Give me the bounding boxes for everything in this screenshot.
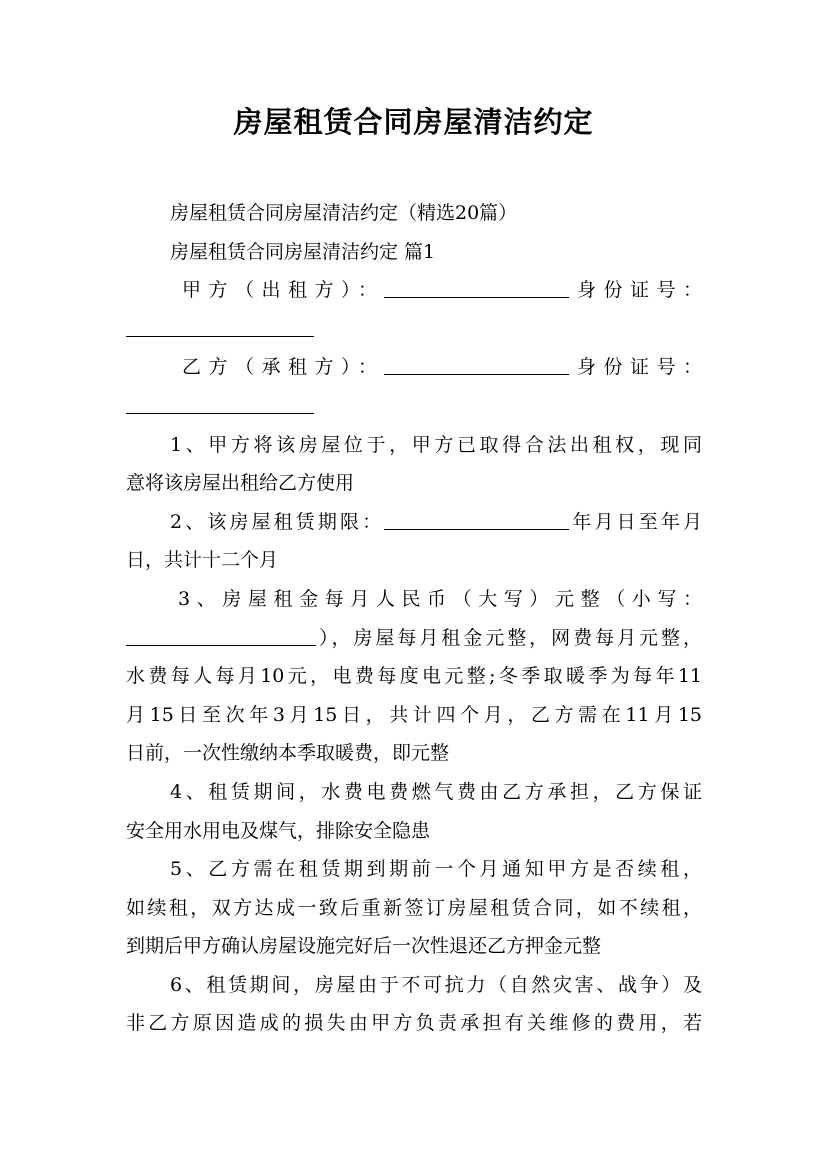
clause-1-line-1: 1、甲方将该房屋位于，甲方已取得合法出租权，现同 [170, 433, 702, 456]
clause-2-suffix: 年月日至年月 [569, 510, 702, 533]
party-b-label: 乙方（承租方）： [182, 356, 385, 379]
document-subtitle: 房屋租赁合同房屋清洁约定（精选20篇） [170, 202, 518, 224]
party-b-line [126, 348, 702, 387]
party-a-id-label: 身份证号： [569, 279, 702, 302]
clause-3-line-5: 日前，一次性缴纳本季取暖费，即元整 [126, 742, 450, 765]
rent-lowercase-blank [126, 626, 316, 646]
clause-6-line-1: 6、租赁期间，房屋由于不可抗力（自然灾害、战争）及 [170, 973, 702, 996]
clause-2-prefix: 2、该房屋租赁期限： [170, 510, 385, 533]
clause-2-line-1 [126, 503, 702, 542]
clause-5-line-2: 如续租，双方达成一致后重新签订房屋租赁合同，如不续租， [126, 896, 702, 919]
party-b-name-blank [384, 355, 569, 375]
party-a-label: 甲方（出租方）： [182, 279, 385, 302]
document-body [126, 194, 702, 1043]
clause-3-line-2-text: ），房屋每月租金元整，网费每月元整， [316, 626, 702, 649]
party-a-id-blank [126, 317, 314, 337]
party-b-id-line [126, 387, 702, 426]
party-b-id-label: 身份证号： [569, 356, 702, 379]
clause-3-line-2 [126, 619, 702, 658]
clause-1-line-2: 意将该房屋出租给乙方使用 [126, 472, 355, 495]
section-heading: 房屋租赁合同房屋清洁约定 篇1 [170, 240, 436, 263]
clause-4-line-1: 4、租赁期间，水费电费燃气费由乙方承担，乙方保证 [170, 780, 702, 803]
party-a-name-blank [384, 278, 569, 298]
clause-5-line-1: 5、乙方需在租赁期到期前一个月通知甲方是否续租， [170, 858, 702, 881]
document-title: 房屋租赁合同房屋清洁约定 [233, 105, 594, 139]
lease-term-blank [384, 510, 569, 530]
party-b-id-blank [126, 394, 314, 414]
clause-3-line-4: 月15日至次年3月15日，共计四个月，乙方需在11月15 [126, 703, 702, 726]
clause-3-line-3: 水费每人每月10元，电费每度电元整;冬季取暖季为每年11 [126, 665, 702, 688]
clause-4-line-2: 安全用水用电及煤气，排除安全隐患 [126, 819, 431, 842]
party-a-line [126, 271, 702, 310]
clause-6-line-2: 非乙方原因造成的损失由甲方负责承担有关维修的费用，若 [126, 1012, 702, 1035]
clause-2-line-2: 日，共计十二个月 [126, 549, 279, 572]
party-a-id-line [126, 310, 702, 349]
clause-5-line-3: 到期后甲方确认房屋设施完好后一次性退还乙方押金元整 [126, 935, 602, 958]
clause-3-line-1: 3、房屋租金每月人民币（大写）元整（小写： [178, 587, 702, 610]
